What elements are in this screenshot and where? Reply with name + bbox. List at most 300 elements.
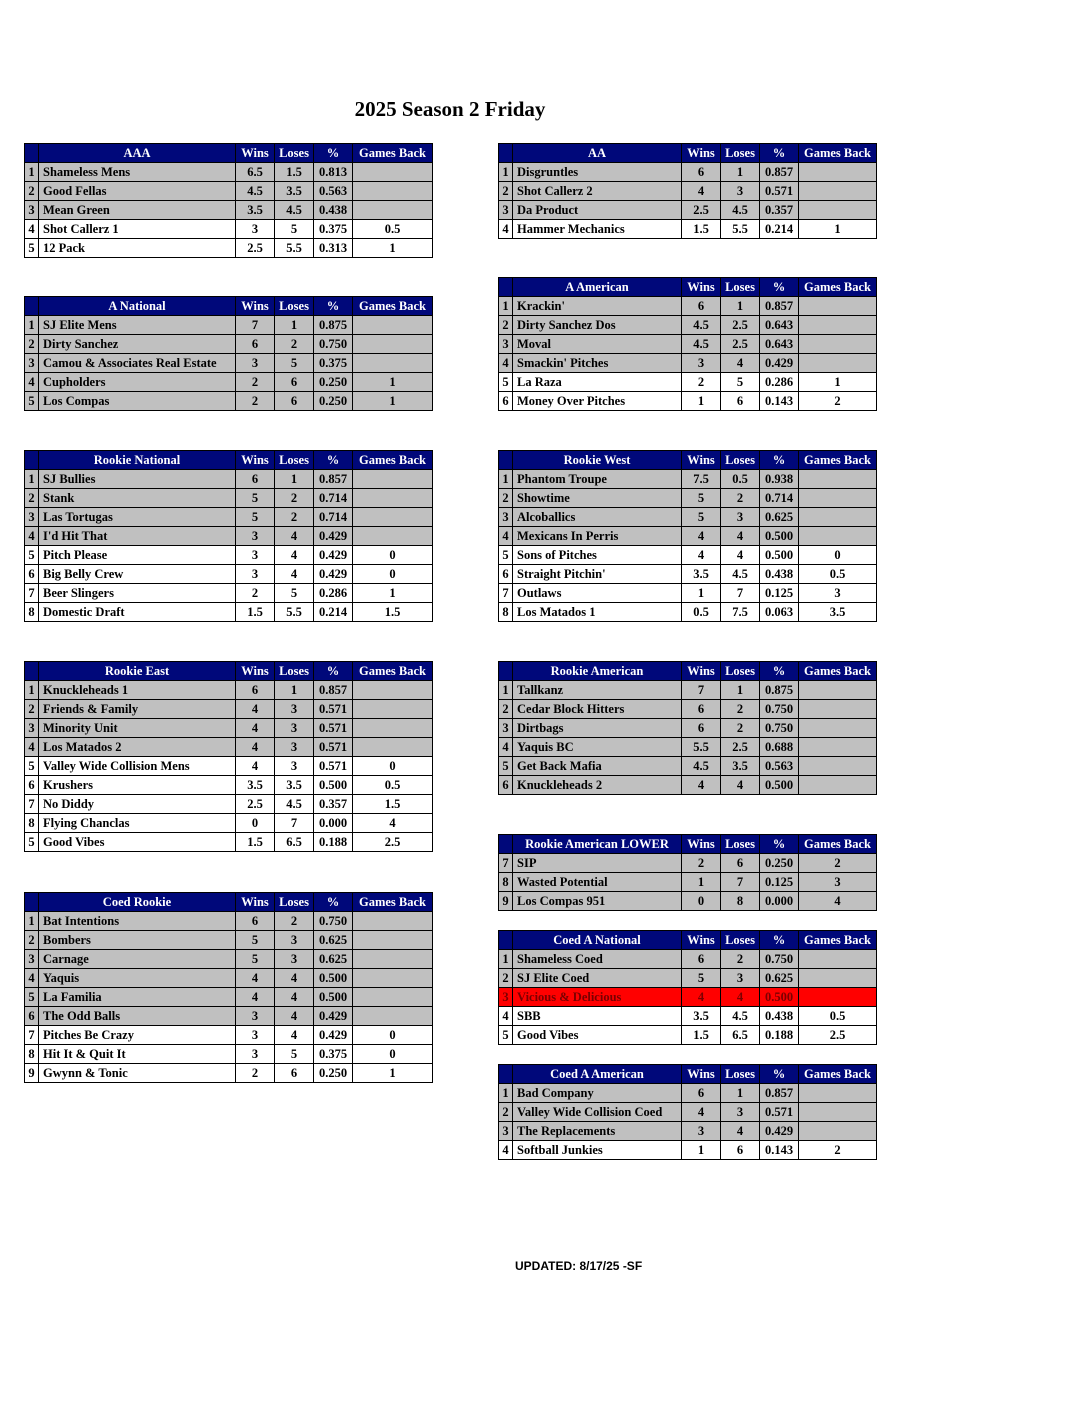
- pct-cell: 0.188: [760, 1026, 799, 1045]
- rank-cell: 6: [499, 565, 513, 584]
- games-back-cell: 0: [353, 1026, 433, 1045]
- wins-cell: 3: [682, 354, 721, 373]
- rank-cell: 1: [25, 912, 39, 931]
- column-header: Loses: [721, 278, 760, 297]
- table-row: [499, 220, 877, 239]
- standings-table-a-national: [24, 296, 433, 411]
- rank-cell: 5: [25, 988, 39, 1007]
- table-row: [499, 163, 877, 182]
- team-name-cell: Flying Chanclas: [39, 814, 236, 833]
- wins-cell: 6: [682, 950, 721, 969]
- wins-cell: 6: [682, 700, 721, 719]
- games-back-cell: 0: [353, 1045, 433, 1064]
- pct-cell: 0.286: [760, 373, 799, 392]
- loses-cell: 5.5: [275, 603, 314, 622]
- games-back-cell: 2: [799, 392, 877, 411]
- games-back-cell: 0: [353, 757, 433, 776]
- loses-cell: 4: [275, 565, 314, 584]
- wins-cell: 7: [682, 681, 721, 700]
- table-row: [499, 988, 877, 1007]
- team-name-cell: Dirty Sanchez: [39, 335, 236, 354]
- wins-cell: 5.5: [682, 738, 721, 757]
- team-name-cell: Phantom Troupe: [513, 470, 682, 489]
- pct-cell: 0.188: [314, 833, 353, 852]
- table-row: [25, 814, 433, 833]
- rank-cell: 3: [499, 335, 513, 354]
- column-header: %: [760, 835, 799, 854]
- games-back-cell: [353, 316, 433, 335]
- column-header: Games Back: [799, 835, 877, 854]
- loses-cell: 2.5: [721, 738, 760, 757]
- loses-cell: 4: [721, 546, 760, 565]
- wins-cell: 1: [682, 873, 721, 892]
- team-name-cell: Los Compas: [39, 392, 236, 411]
- wins-cell: 3: [236, 220, 275, 239]
- games-back-cell: [799, 489, 877, 508]
- pct-cell: 0.750: [760, 719, 799, 738]
- games-back-cell: 0.5: [799, 1007, 877, 1026]
- loses-cell: 3.5: [721, 757, 760, 776]
- rank-cell: 5: [499, 373, 513, 392]
- pct-cell: 0.500: [314, 969, 353, 988]
- wins-cell: 4: [236, 719, 275, 738]
- table-row: [25, 795, 433, 814]
- rank-cell: 8: [25, 1045, 39, 1064]
- loses-cell: 5: [275, 1045, 314, 1064]
- rank-cell: 2: [499, 969, 513, 988]
- rank-cell: 4: [25, 738, 39, 757]
- rank-cell: 2: [499, 700, 513, 719]
- team-name-cell: Smackin' Pitches: [513, 354, 682, 373]
- table-row: [499, 565, 877, 584]
- games-back-cell: [353, 950, 433, 969]
- table-row: [25, 220, 433, 239]
- pct-cell: 0.438: [760, 1007, 799, 1026]
- team-name-cell: Krushers: [39, 776, 236, 795]
- rank-cell: 5: [25, 392, 39, 411]
- table-row: [499, 546, 877, 565]
- updated-footer: UPDATED: 8/17/25 -SF: [515, 1259, 643, 1273]
- table-row: [499, 681, 877, 700]
- loses-cell: 5: [275, 584, 314, 603]
- column-header: Wins: [682, 835, 721, 854]
- rank-cell: 4: [499, 527, 513, 546]
- rank-cell: 7: [25, 795, 39, 814]
- loses-cell: 4.5: [275, 795, 314, 814]
- rank-cell: 1: [499, 470, 513, 489]
- table-header-row: [25, 297, 433, 316]
- wins-cell: 6: [682, 719, 721, 738]
- team-name-cell: Money Over Pitches: [513, 392, 682, 411]
- standings-table-coed-rookie: [24, 892, 433, 1083]
- table-row: [25, 969, 433, 988]
- pct-cell: 0.000: [760, 892, 799, 911]
- loses-cell: 2: [275, 508, 314, 527]
- pct-cell: 0.857: [314, 470, 353, 489]
- pct-cell: 0.571: [314, 738, 353, 757]
- team-name-cell: Sons of Pitches: [513, 546, 682, 565]
- pct-cell: 0.750: [760, 950, 799, 969]
- rank-header: [499, 278, 513, 297]
- table-row: [499, 1141, 877, 1160]
- pct-cell: 0.857: [314, 681, 353, 700]
- table-row: [25, 527, 433, 546]
- wins-cell: 2.5: [682, 201, 721, 220]
- wins-cell: 3: [236, 527, 275, 546]
- team-name-cell: SBB: [513, 1007, 682, 1026]
- team-name-cell: Yaquis BC: [513, 738, 682, 757]
- games-back-cell: [799, 681, 877, 700]
- pct-cell: 0.500: [760, 776, 799, 795]
- rank-header: [25, 144, 39, 163]
- rank-cell: 8: [25, 603, 39, 622]
- games-back-cell: [799, 316, 877, 335]
- table-row: [25, 603, 433, 622]
- pct-cell: 0.750: [760, 700, 799, 719]
- team-name-cell: Camou & Associates Real Estate: [39, 354, 236, 373]
- table-row: [25, 335, 433, 354]
- wins-cell: 4: [682, 527, 721, 546]
- loses-cell: 7.5: [721, 603, 760, 622]
- rank-cell: 4: [499, 1007, 513, 1026]
- team-name-cell: Bombers: [39, 931, 236, 950]
- team-name-cell: Showtime: [513, 489, 682, 508]
- loses-cell: 7: [721, 584, 760, 603]
- table-row: [25, 681, 433, 700]
- loses-cell: 2: [275, 335, 314, 354]
- wins-cell: 7.5: [682, 470, 721, 489]
- team-name-cell: Shot Callerz 2: [513, 182, 682, 201]
- rank-cell: 4: [499, 738, 513, 757]
- pct-cell: 0.625: [760, 969, 799, 988]
- games-back-cell: 1: [353, 239, 433, 258]
- team-name-cell: Valley Wide Collision Mens: [39, 757, 236, 776]
- games-back-cell: [353, 182, 433, 201]
- table-row: [499, 1007, 877, 1026]
- games-back-cell: [353, 489, 433, 508]
- team-name-cell: Cedar Block Hitters: [513, 700, 682, 719]
- column-header: Loses: [721, 931, 760, 950]
- rank-header: [499, 144, 513, 163]
- team-name-cell: Dirtbags: [513, 719, 682, 738]
- pct-cell: 0.714: [314, 508, 353, 527]
- table-row: [25, 950, 433, 969]
- table-row: [499, 719, 877, 738]
- standings-table-coed-a-american: [498, 1064, 877, 1160]
- loses-cell: 3: [721, 1103, 760, 1122]
- loses-cell: 2: [275, 912, 314, 931]
- games-back-cell: [799, 1103, 877, 1122]
- team-name-cell: Good Vibes: [513, 1026, 682, 1045]
- loses-cell: 2.5: [721, 316, 760, 335]
- division-name: Rookie National: [39, 451, 236, 470]
- loses-cell: 3: [275, 719, 314, 738]
- team-name-cell: Outlaws: [513, 584, 682, 603]
- table-row: [25, 1064, 433, 1083]
- loses-cell: 4: [275, 1026, 314, 1045]
- team-name-cell: Alcoballics: [513, 508, 682, 527]
- table-row: [499, 489, 877, 508]
- team-name-cell: SJ Elite Coed: [513, 969, 682, 988]
- loses-cell: 4: [275, 988, 314, 1007]
- table-row: [25, 719, 433, 738]
- division-name: Coed Rookie: [39, 893, 236, 912]
- pct-cell: 0.438: [314, 201, 353, 220]
- pct-cell: 0.857: [760, 1084, 799, 1103]
- pct-cell: 0.643: [760, 316, 799, 335]
- standings-table-aa: [498, 143, 877, 239]
- rank-cell: 2: [25, 700, 39, 719]
- loses-cell: 5: [275, 354, 314, 373]
- pct-cell: 0.063: [760, 603, 799, 622]
- rank-cell: 3: [25, 950, 39, 969]
- team-name-cell: SIP: [513, 854, 682, 873]
- pct-cell: 0.625: [314, 931, 353, 950]
- table-row: [25, 1026, 433, 1045]
- rank-cell: 7: [25, 1026, 39, 1045]
- rank-cell: 6: [25, 776, 39, 795]
- column-header: %: [314, 893, 353, 912]
- pct-cell: 0.250: [760, 854, 799, 873]
- games-back-cell: [799, 1084, 877, 1103]
- pct-cell: 0.571: [314, 757, 353, 776]
- pct-cell: 0.571: [760, 182, 799, 201]
- table-header-row: [25, 144, 433, 163]
- rank-cell: 9: [499, 892, 513, 911]
- pct-cell: 0.500: [314, 988, 353, 1007]
- column-header: Wins: [682, 278, 721, 297]
- pct-cell: 0.500: [760, 527, 799, 546]
- table-row: [25, 239, 433, 258]
- wins-cell: 0: [236, 814, 275, 833]
- games-back-cell: 3: [799, 584, 877, 603]
- wins-cell: 3: [236, 546, 275, 565]
- wins-cell: 5: [236, 489, 275, 508]
- rank-cell: 1: [25, 316, 39, 335]
- rank-cell: 4: [25, 373, 39, 392]
- rank-cell: 3: [25, 508, 39, 527]
- column-header: %: [760, 144, 799, 163]
- loses-cell: 3: [721, 182, 760, 201]
- rank-cell: 3: [25, 201, 39, 220]
- team-name-cell: Disgruntles: [513, 163, 682, 182]
- loses-cell: 1: [275, 470, 314, 489]
- wins-cell: 7: [236, 316, 275, 335]
- rank-cell: 4: [25, 220, 39, 239]
- loses-cell: 6: [721, 1141, 760, 1160]
- table-row: [25, 738, 433, 757]
- team-name-cell: Hit It & Quit It: [39, 1045, 236, 1064]
- pct-cell: 0.563: [314, 182, 353, 201]
- column-header: Loses: [275, 451, 314, 470]
- games-back-cell: [799, 182, 877, 201]
- rank-cell: 5: [25, 833, 39, 852]
- loses-cell: 6: [275, 1064, 314, 1083]
- team-name-cell: I'd Hit That: [39, 527, 236, 546]
- games-back-cell: 1: [353, 392, 433, 411]
- loses-cell: 3: [275, 931, 314, 950]
- table-row: [499, 392, 877, 411]
- rank-cell: 3: [25, 354, 39, 373]
- wins-cell: 2: [236, 392, 275, 411]
- games-back-cell: 2: [799, 854, 877, 873]
- wins-cell: 1.5: [236, 603, 275, 622]
- pct-cell: 0.938: [760, 470, 799, 489]
- pct-cell: 0.375: [314, 220, 353, 239]
- wins-cell: 6: [682, 1084, 721, 1103]
- loses-cell: 0.5: [721, 470, 760, 489]
- loses-cell: 4.5: [721, 565, 760, 584]
- games-back-cell: [799, 757, 877, 776]
- table-row: [25, 316, 433, 335]
- team-name-cell: Pitches Be Crazy: [39, 1026, 236, 1045]
- pct-cell: 0.688: [760, 738, 799, 757]
- column-header: Loses: [275, 297, 314, 316]
- wins-cell: 6: [682, 163, 721, 182]
- table-row: [499, 335, 877, 354]
- games-back-cell: [799, 719, 877, 738]
- pct-cell: 0.571: [760, 1103, 799, 1122]
- games-back-cell: [799, 1122, 877, 1141]
- team-name-cell: Hammer Mechanics: [513, 220, 682, 239]
- team-name-cell: Dirty Sanchez Dos: [513, 316, 682, 335]
- pct-cell: 0.125: [760, 873, 799, 892]
- games-back-cell: [353, 912, 433, 931]
- pct-cell: 0.500: [314, 776, 353, 795]
- standings-table-rookie-west: [498, 450, 877, 622]
- pct-cell: 0.313: [314, 239, 353, 258]
- pct-cell: 0.625: [760, 508, 799, 527]
- table-row: [499, 354, 877, 373]
- table-row: [25, 373, 433, 392]
- standings-table-aaa: [24, 143, 433, 258]
- column-header: %: [314, 451, 353, 470]
- column-header: Wins: [236, 662, 275, 681]
- pct-cell: 0.625: [314, 950, 353, 969]
- rank-cell: 8: [25, 814, 39, 833]
- games-back-cell: 0: [799, 546, 877, 565]
- team-name-cell: Moval: [513, 335, 682, 354]
- wins-cell: 3.5: [682, 565, 721, 584]
- team-name-cell: Knuckleheads 2: [513, 776, 682, 795]
- table-header-row: [499, 931, 877, 950]
- wins-cell: 6: [236, 681, 275, 700]
- pct-cell: 0.357: [314, 795, 353, 814]
- games-back-cell: 1.5: [353, 603, 433, 622]
- wins-cell: 4: [682, 776, 721, 795]
- games-back-cell: [799, 527, 877, 546]
- wins-cell: 4: [236, 700, 275, 719]
- games-back-cell: 2.5: [353, 833, 433, 852]
- games-back-cell: 1: [799, 220, 877, 239]
- wins-cell: 5: [682, 969, 721, 988]
- wins-cell: 6: [682, 297, 721, 316]
- team-name-cell: Get Back Mafia: [513, 757, 682, 776]
- games-back-cell: 2: [799, 1141, 877, 1160]
- wins-cell: 4: [236, 757, 275, 776]
- rank-cell: 3: [25, 719, 39, 738]
- column-header: Wins: [236, 144, 275, 163]
- rank-cell: 1: [25, 470, 39, 489]
- loses-cell: 2: [721, 489, 760, 508]
- loses-cell: 5: [721, 373, 760, 392]
- pct-cell: 0.750: [314, 335, 353, 354]
- table-header-row: [499, 278, 877, 297]
- loses-cell: 6.5: [721, 1026, 760, 1045]
- wins-cell: 2.5: [236, 795, 275, 814]
- games-back-cell: [353, 508, 433, 527]
- games-back-cell: 0: [353, 546, 433, 565]
- wins-cell: 6: [236, 912, 275, 931]
- rank-cell: 3: [499, 201, 513, 220]
- loses-cell: 6: [721, 392, 760, 411]
- pct-cell: 0.357: [760, 201, 799, 220]
- loses-cell: 1: [721, 1084, 760, 1103]
- table-row: [499, 1084, 877, 1103]
- rank-cell: 3: [499, 719, 513, 738]
- table-row: [25, 1045, 433, 1064]
- division-name: Rookie West: [513, 451, 682, 470]
- rank-cell: 9: [25, 1064, 39, 1083]
- games-back-cell: [799, 700, 877, 719]
- wins-cell: 5: [682, 508, 721, 527]
- wins-cell: 2: [236, 584, 275, 603]
- team-name-cell: Las Tortugas: [39, 508, 236, 527]
- pct-cell: 0.375: [314, 354, 353, 373]
- wins-cell: 3: [236, 1045, 275, 1064]
- team-name-cell: Bat Intentions: [39, 912, 236, 931]
- table-row: [25, 201, 433, 220]
- table-row: [499, 969, 877, 988]
- table-row: [25, 489, 433, 508]
- team-name-cell: Cupholders: [39, 373, 236, 392]
- wins-cell: 5: [236, 950, 275, 969]
- loses-cell: 5.5: [721, 220, 760, 239]
- rank-cell: 2: [25, 489, 39, 508]
- team-name-cell: Stank: [39, 489, 236, 508]
- table-row: [25, 546, 433, 565]
- rank-cell: 6: [499, 776, 513, 795]
- rank-cell: 2: [25, 931, 39, 950]
- pct-cell: 0.714: [314, 489, 353, 508]
- table-row: [25, 392, 433, 411]
- loses-cell: 3: [275, 950, 314, 969]
- loses-cell: 1: [275, 316, 314, 335]
- team-name-cell: Carnage: [39, 950, 236, 969]
- rank-cell: 1: [499, 1084, 513, 1103]
- column-header: %: [760, 931, 799, 950]
- wins-cell: 4.5: [236, 182, 275, 201]
- rank-cell: 3: [499, 1122, 513, 1141]
- table-header-row: [25, 893, 433, 912]
- rank-cell: 2: [499, 1103, 513, 1122]
- table-row: [25, 1007, 433, 1026]
- team-name-cell: Los Matados 2: [39, 738, 236, 757]
- wins-cell: 1: [682, 392, 721, 411]
- games-back-cell: [353, 969, 433, 988]
- standings-table-rookie-american-lower: [498, 834, 877, 911]
- rank-cell: 8: [499, 873, 513, 892]
- loses-cell: 4: [275, 546, 314, 565]
- column-header: Wins: [236, 297, 275, 316]
- games-back-cell: 1: [353, 373, 433, 392]
- wins-cell: 2: [682, 854, 721, 873]
- loses-cell: 2: [275, 489, 314, 508]
- games-back-cell: [799, 988, 877, 1007]
- loses-cell: 6: [721, 854, 760, 873]
- loses-cell: 6: [275, 392, 314, 411]
- loses-cell: 5.5: [275, 239, 314, 258]
